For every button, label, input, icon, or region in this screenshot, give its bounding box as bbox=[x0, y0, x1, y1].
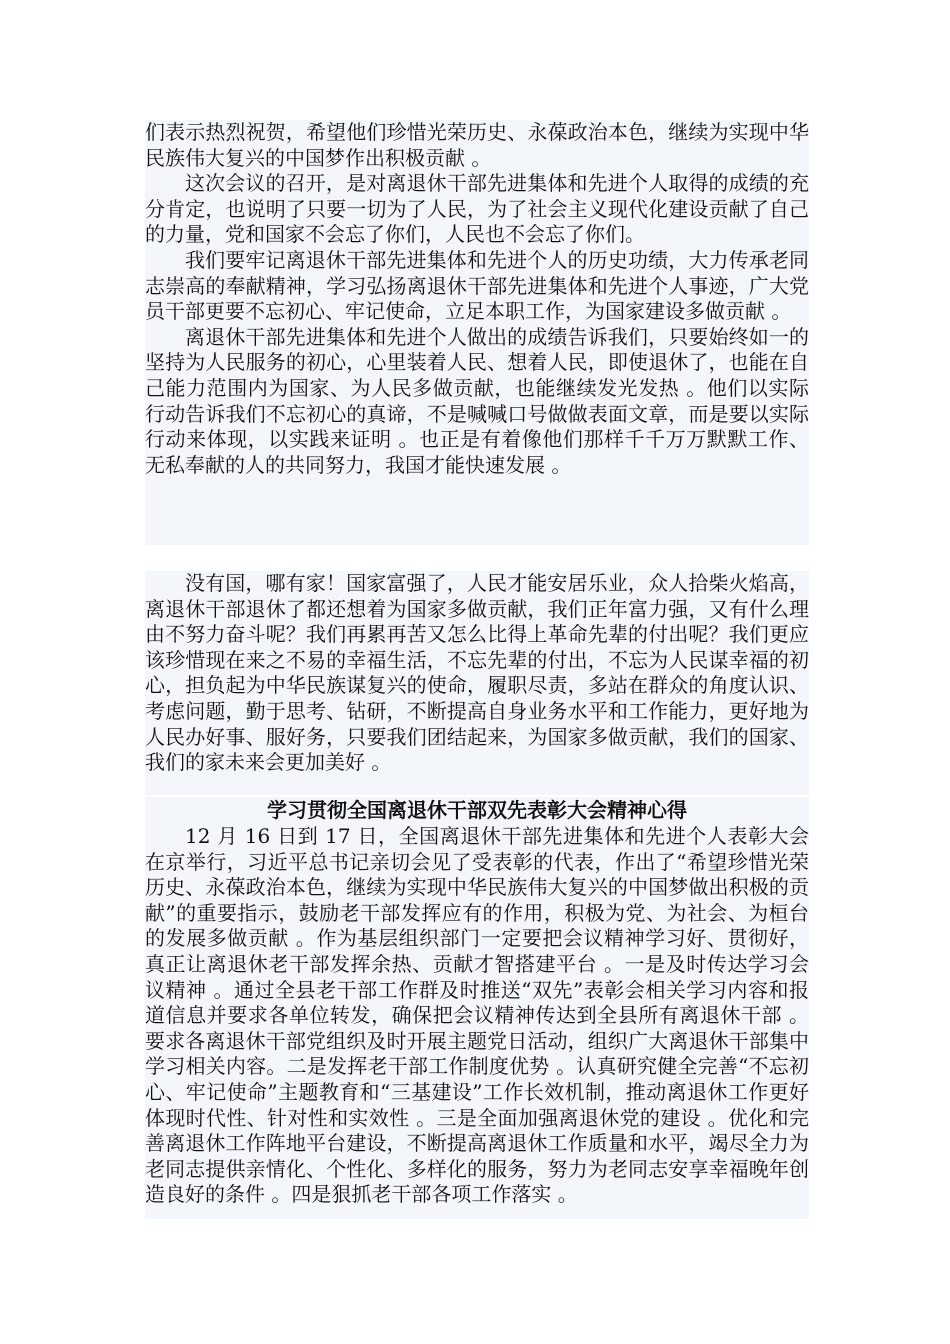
text-block-middle bbox=[145, 571, 809, 795]
text-block-bottom bbox=[145, 797, 809, 1219]
section-heading: 学习贯彻全国离退休干部双先表彰大会精神心得 bbox=[267, 798, 687, 822]
paragraph-meeting-significance: 这次会议的召开，是对离退休干部先进集体和先进个人取得的成绩的充分肯定，也说明了只要一切为了人民，为了社会主义现代化建设贡献了自己的力量，党和国家不会忘了你们，人民也不会忘了你们。 bbox=[145, 171, 809, 247]
paragraph-country-home: 没有国，哪有家！国家富强了，人民才能安居乐业，众人拾柴火焰高，离退休干部退休了都还想着为国家多做贡献，我们正年富力强，又有什么理由不努力奋斗呢？我们再累再苦又怎么比得上革命先辈的付出呢？我们更应该珍惜现在来之不易的幸福生活，不忘先辈的付出，不忘为人民谋幸福的初心，担负起为中华民族谋复兴的使命，履职尽责，多站在群众的角度认识、考虑问题，勤于思考、钻研，不断提高自身业务水平和工作能力，更好地为人民办好事、服好务，只要我们团结起来，为国家多做贡献，我们的国家、我们的家未来会更加美好 。 bbox=[145, 571, 809, 775]
paragraph-continuation: 们表示热烈祝贺，希望他们珍惜光荣历史、永葆政治本色，继续为实现中华民族伟大复兴的中国梦作出积极贡献 。 bbox=[145, 120, 809, 170]
paragraph-remember-achievements: 我们要牢记离退休干部先进集体和先进个人的历史功绩，大力传承老同志崇高的奉献精神，学习弘扬离退休干部先进集体和先进个人事迹，广大党员干部更要不忘初心、牢记使命，立足本职工作，为国家建设多做贡献 。 bbox=[145, 247, 809, 324]
paragraph-commendation-meeting: 12 月 16 日到 17 日，全国离退休干部先进集体和先进个人表彰大会在京举行，习近平总书记亲切会见了受表彰的代表，作出了“希望珍惜光荣历史、永葆政治本色，继续为实现中华民族伟大复兴的中国梦做出积极的贡献”的重要指示，鼓励老干部发挥应有的作用，积极为党、为社会、为桓台的发展多做贡献 。作为基层组织部门一定要把会议精神学习好、贯彻好，真正让离退休老干部发挥余热、贡献才智搭建平台 。一是及时传达学习会议精神 。通过全县老干部工作群及时推送“双先”表彰会相关学习内容和报道信息并要求各单位转发，确保把会议精神传达到全县所有离退休干部 。要求各离退休干部党组织及时开展主题党日活动，组织广大离退休干部集中学习相关内容。二是发挥老干部工作制度优势 。认真研究健全完善“不忘初心、牢记使命”主题教育和“三基建设”工作长效机制，推动离退休工作更好体现时代性、针对性和实效性 。三是全面加强离退休党的建设 。优化和完善离退休工作阵地平台建设，不断提高离退休工作质量和水平，竭尽全力为老同志提供亲情化、个性化、多样化的服务，努力为老同志安享幸福晚年创造良好的条件 。四是狠抓老干部各项工作落实 。 bbox=[145, 824, 809, 1207]
text-block-top bbox=[145, 120, 809, 545]
paragraph-achievements-lesson: 离退休干部先进集体和先进个人做出的成绩告诉我们，只要始终如一的坚持为人民服务的初心，心里装着人民、想着人民，即使退休了，也能在自己能力范围内为国家、为人民多做贡献，也能继续发光发热 。他们以实际行动告诉我们不忘初心的真谛，不是喊喊口号做做表面文章，而是要以实际行动来体现，以实践来证明 。也正是有着像他们那样千千万万默默工作、无私奉献的人的共同努力，我国才能快速发展 。 bbox=[145, 324, 809, 477]
